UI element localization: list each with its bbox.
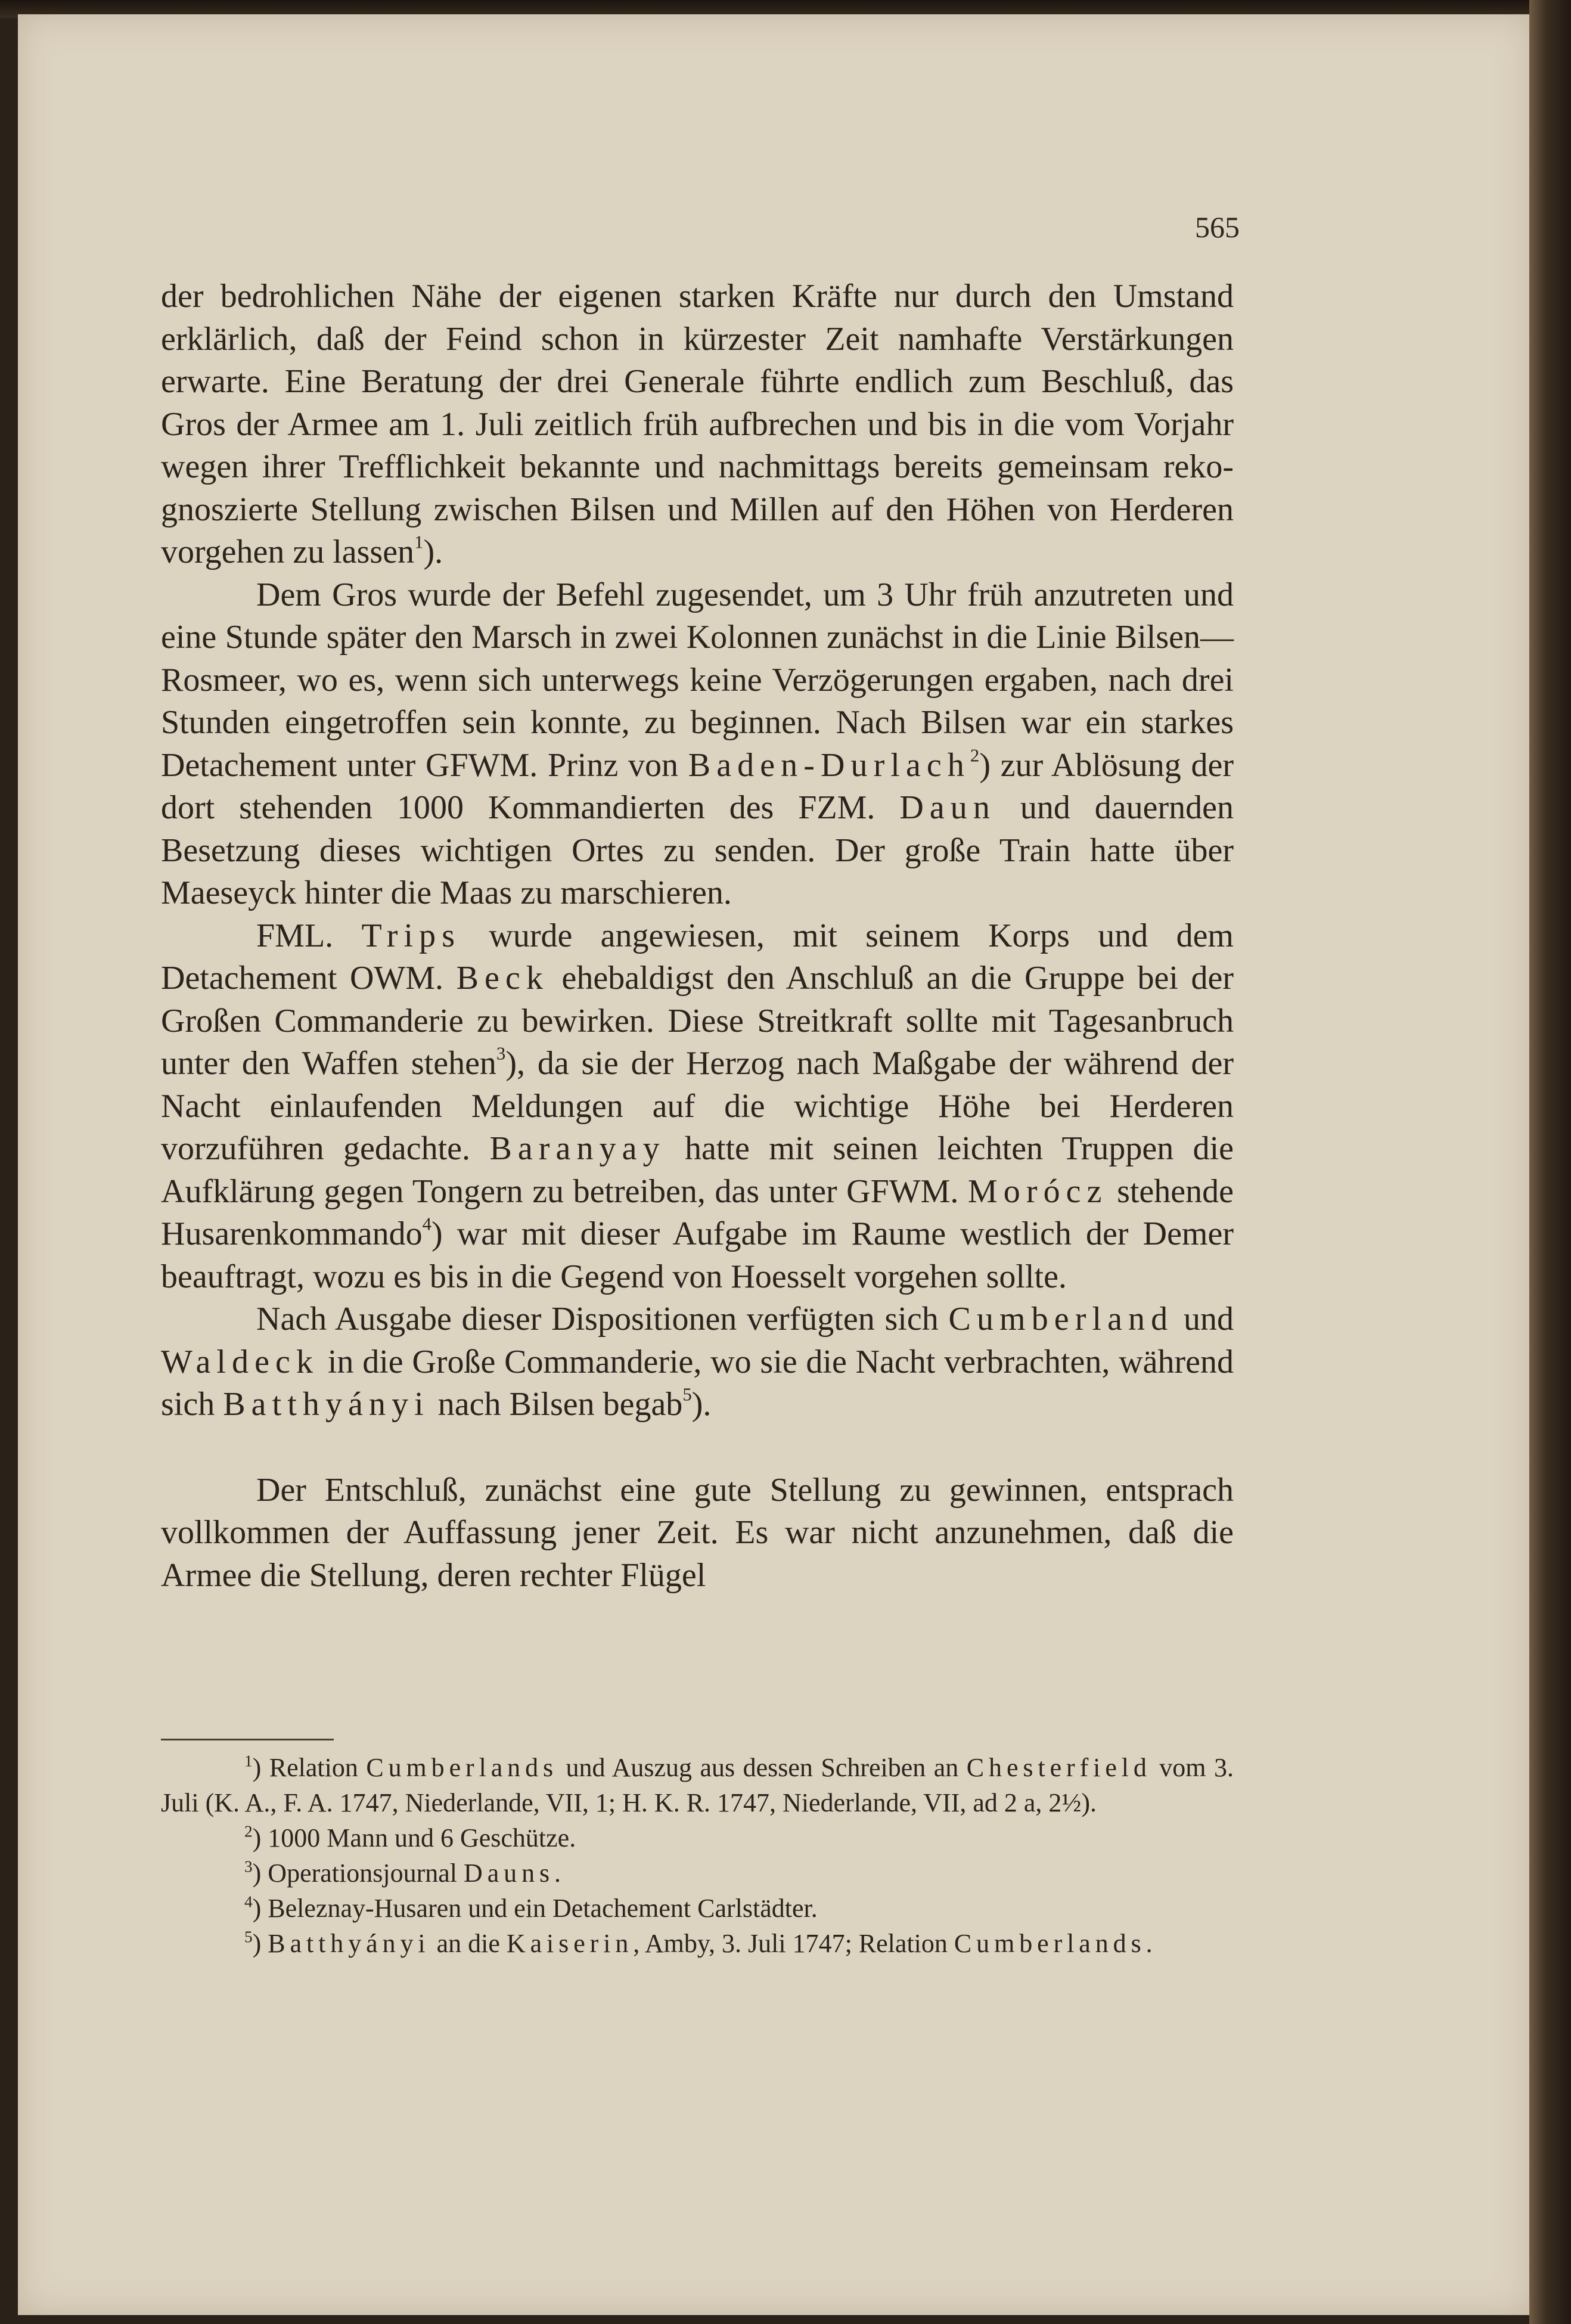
footnote-number-paren: ) [252, 1753, 269, 1782]
text-run: wurde angewiesen, mit seinem Korps und dem Detachement OWM. [161, 917, 1234, 997]
text-run: hatte mit seinen leichten Truppen die Aufklärung gegen Tongern zu betreiben, das unter GFWM. [161, 1130, 1234, 1210]
footnote [161, 1820, 1234, 1856]
text-run: und [1173, 1301, 1234, 1338]
main-text-body [161, 275, 1234, 1597]
spaced-name: Batthyányi [223, 1386, 430, 1423]
spaced-name: Waldeck [161, 1343, 319, 1380]
spaced-name: Chesterfield [966, 1753, 1151, 1782]
spaced-name: Dauns [464, 1858, 555, 1888]
footnote-number-paren: ) [252, 1929, 268, 1958]
text-run: . [554, 1858, 561, 1888]
footnote-number-paren: ) [252, 1858, 268, 1888]
spaced-name: Cumberland [948, 1301, 1174, 1338]
paragraph [161, 915, 1234, 1299]
spaced-name: Cumberlands [954, 1929, 1146, 1958]
footnote-reference: 4 [422, 1214, 431, 1234]
spaced-name: Daun [899, 789, 996, 826]
text-run: Nach Ausgabe dieser Dispositionen verfügten sich [256, 1301, 949, 1338]
text-run: ) zur Ablösung der dort stehenden 1000 Kommandierten des FZM. [161, 746, 1234, 826]
text-run: der bedrohlichen Nähe der eigenen starken Kräfte nur durch den Umstand erklärlich, daß der Feind schon in kürzester Zeit namhafte Verstärkungen erwarte. Eine Beratung der drei Generale führte endlich zum Beschluß, das Gros der Armee am 1. Juli zeitlich früh aufbrechen und bis in die vom Vorjahr wegen ihrer Trefflichkeit bekannte und nachmittags bereits gemeinsam rekognoszierte Stellung zwischen Bilsen und Millen auf den Höhen von Herderen vorgehen zu lassen [161, 278, 1234, 570]
footnote-number-paren: ) [252, 1823, 268, 1853]
spaced-name: Morócz [967, 1172, 1108, 1210]
text-run: 1000 Mann und 6 Geschütze. [268, 1823, 576, 1853]
spaced-name: Cumberlands [366, 1753, 558, 1782]
spaced-name: Trips [361, 917, 461, 954]
spaced-name: Kaiserin [506, 1929, 634, 1958]
footnote-number: 5 [244, 1928, 253, 1946]
footnote-reference: 5 [682, 1384, 692, 1405]
footnote [161, 1891, 1234, 1926]
text-run: und dauernden Besetzung dieses wichtigen Ortes zu senden. Der große Train hatte über Maeseyck hinter die Maas zu marschieren. [161, 789, 1234, 911]
text-run: stehende Husarenkommando [161, 1172, 1234, 1252]
spaced-name: Baranyay [489, 1130, 666, 1167]
text-run: ) war mit dieser Aufgabe im Raume westlich der Demer beauftragt, wozu es bis in die Gegend von Hoesselt vorgehen sollte. [161, 1215, 1234, 1295]
footnotes-section [161, 1750, 1234, 1961]
spaced-name: Baden-Durlach [688, 746, 970, 784]
text-run: vom 3. Juli (K. A., F. A. 1747, Niederlande, VII, 1; H. K. R. 1747, Niederlande, VII, ad 2 a, 2½). [161, 1753, 1234, 1817]
footnote [161, 1926, 1234, 1961]
text-run: . [1145, 1929, 1153, 1958]
text-run: und Auszug aus dessen Schreiben an [558, 1753, 967, 1782]
footnote-number: 3 [244, 1857, 253, 1876]
text-run: ehebaldigst den Anschluß an die Gruppe bei der Großen Commanderie zu bewirken. Diese Streitkraft sollte mit Tagesanbruch unter den Waffen stehen [161, 960, 1234, 1082]
spaced-name: Beck [456, 960, 549, 997]
footnote-number: 1 [244, 1752, 253, 1770]
text-run: Beleznay-Husaren und ein Detachement Carlstädter. [268, 1894, 818, 1923]
footnote-reference: 1 [414, 532, 424, 553]
text-run: Relation [269, 1753, 367, 1782]
text-run: ), da sie der Herzog nach Maßgabe der während der Nacht einlaufenden Meldungen auf die wichtige Höhe bei Herderen vorzuführen gedachte. [161, 1045, 1234, 1167]
text-run: , Amby, 3. Juli 1747; Relation [633, 1929, 954, 1958]
spaced-name: Batthyányi [268, 1929, 430, 1958]
text-run: in die Große Commanderie, wo sie die Nacht verbrachten, während sich [161, 1343, 1234, 1423]
paragraph [161, 275, 1234, 574]
text-run: Der Entschluß, zunächst eine gute Stellung zu gewinnen, entsprach vollkommen der Auffassung jener Zeit. Es war nicht anzunehmen, daß die Armee die Stellung, deren rechter Flügel [161, 1471, 1234, 1594]
text-run: nach Bilsen begab [429, 1386, 683, 1423]
footnote-number: 4 [244, 1892, 253, 1911]
text-run: an die [430, 1929, 507, 1958]
page-number: 565 [1195, 210, 1240, 244]
footnote-reference: 3 [496, 1043, 506, 1064]
paragraph [161, 1298, 1234, 1426]
paragraph [161, 1469, 1234, 1597]
footnote-number: 2 [244, 1822, 253, 1841]
footnote [161, 1750, 1234, 1820]
text-run: Operationsjournal [268, 1858, 464, 1888]
text-run: ). [691, 1386, 712, 1423]
text-run: FML. [256, 917, 362, 954]
book-edge-right [1529, 0, 1571, 2324]
footnote-number-paren: ) [252, 1894, 268, 1923]
footnote-separator [161, 1739, 334, 1740]
text-run: Dem Gros wurde der Befehl zugesendet, um 3 Uhr früh anzutreten und eine Stunde später den Marsch in zwei Kolonnen zunächst in die Linie Bilsen—Rosmeer, wo es, wenn sich unterwegs keine Verzögerungen ergaben, nach drei Stunden eingetroffen sein konnte, zu beginnen. Nach Bilsen war ein starkes Detachement unter GFWM. Prinz von [161, 576, 1234, 784]
footnote [161, 1856, 1234, 1891]
paragraph [161, 574, 1234, 915]
footnote-reference: 2 [970, 744, 980, 765]
text-run: ). [423, 533, 443, 570]
